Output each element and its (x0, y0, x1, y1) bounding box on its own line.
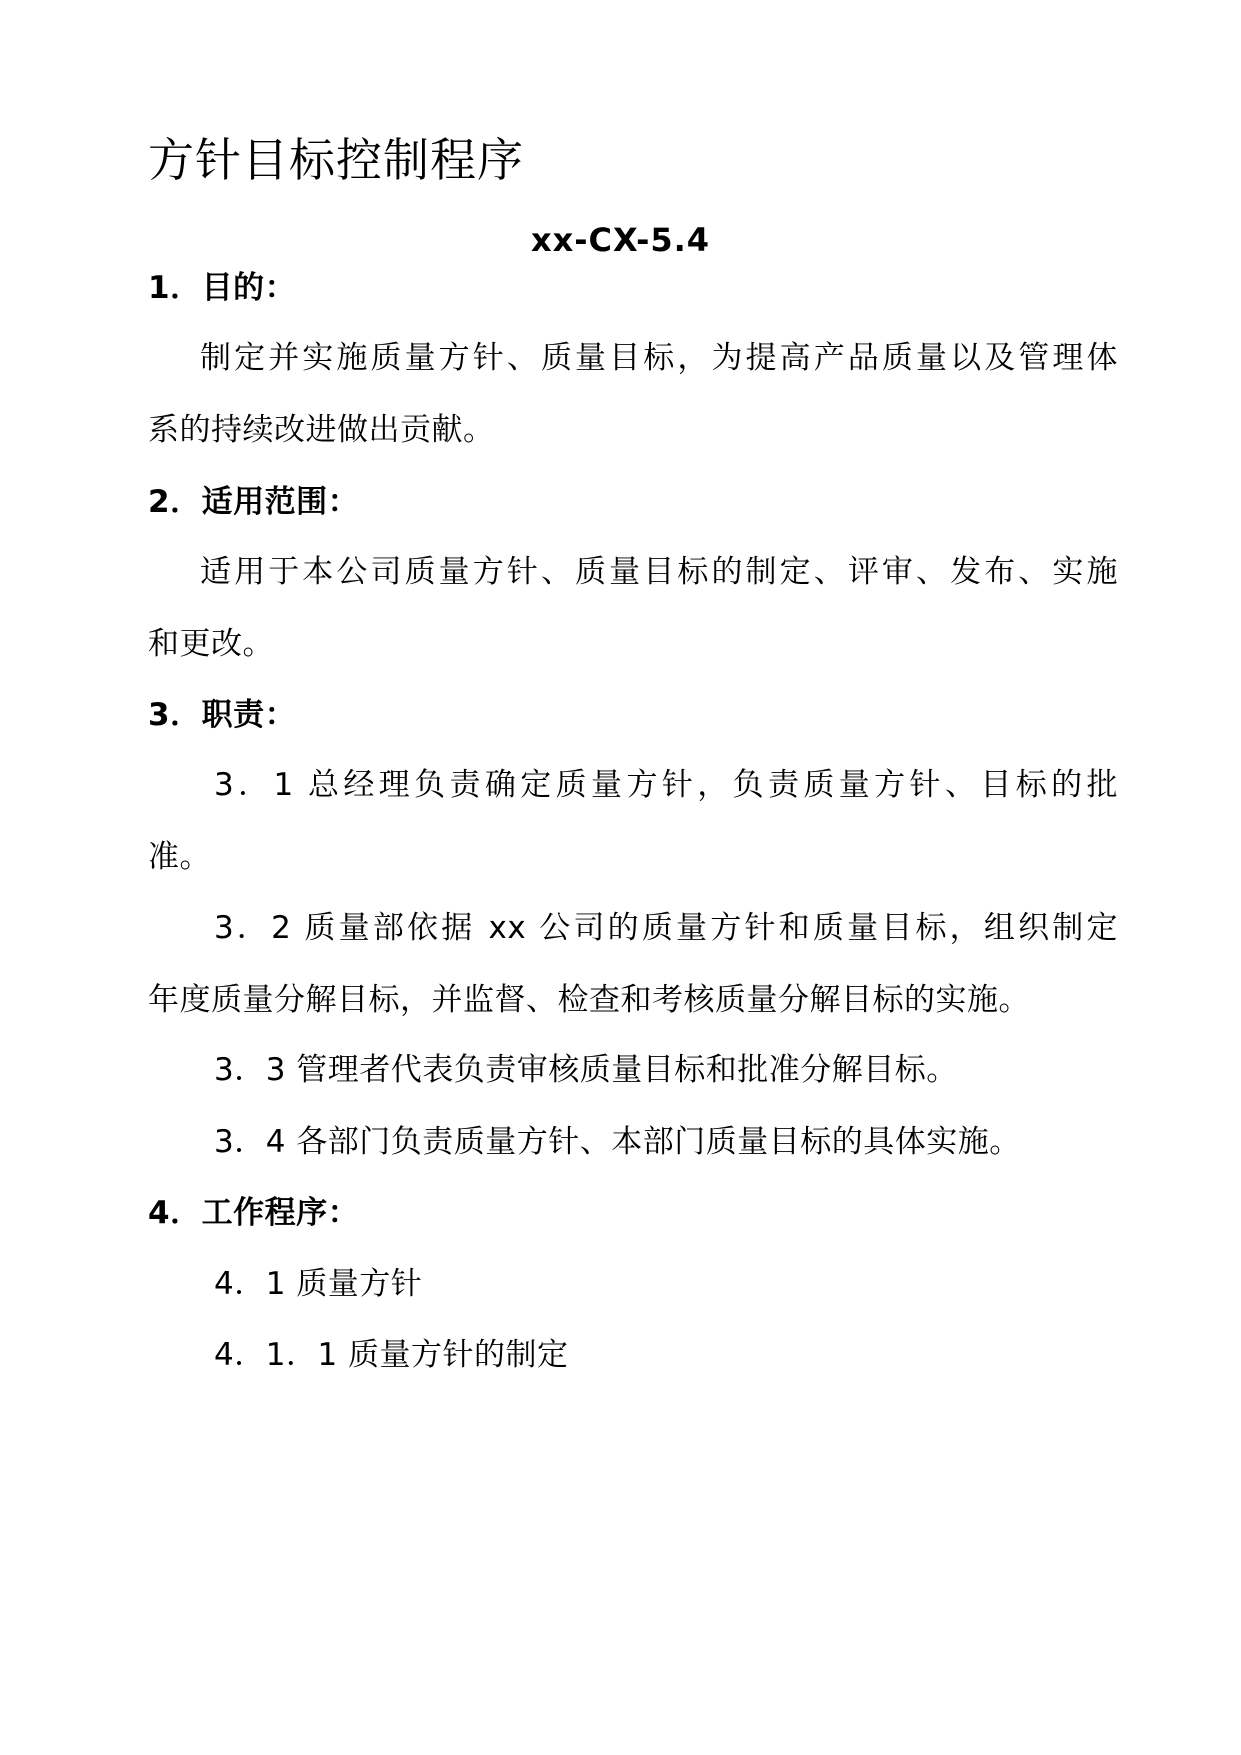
clause-4-1-1: 4．1．1 质量方针的制定 (214, 1337, 569, 1373)
clause-3-4: 3．4 各部门负责质量方针、本部门质量目标的具体实施。 (214, 1124, 1021, 1160)
section-heading-procedure: 4．工作程序： (148, 1195, 360, 1231)
section-heading-responsibilities: 3．职责： (148, 697, 297, 733)
clause-3-1: 3．1 总经理负责确定质量方针，负责质量方针、目标的批 (214, 767, 1118, 803)
paragraph-line: 系的持续改进做出贡献。 (148, 412, 495, 448)
section-heading-purpose: 1．目的： (148, 270, 297, 306)
document-code: xx-CX-5.4 (530, 221, 711, 259)
clause-3-2: 3．2 质量部依据 xx 公司的质量方针和质量目标，组织制定 (214, 910, 1118, 946)
document-title: 方针目标控制程序 (148, 133, 524, 187)
clause-3-3: 3．3 管理者代表负责审核质量目标和批准分解目标。 (214, 1052, 958, 1088)
clause-3-2-cont: 年度质量分解目标，并监督、检查和考核质量分解目标的实施。 (148, 982, 1030, 1018)
section-heading-scope: 2．适用范围： (148, 484, 360, 520)
paragraph-line: 和更改。 (148, 626, 274, 662)
paragraph-line: 制定并实施质量方针、质量目标，为提高产品质量以及管理体 (200, 340, 1118, 376)
paragraph-line: 适用于本公司质量方针、质量目标的制定、评审、发布、实施 (200, 554, 1118, 590)
clause-4-1: 4．1 质量方针 (214, 1266, 423, 1302)
clause-3-1-cont: 准。 (148, 839, 211, 875)
